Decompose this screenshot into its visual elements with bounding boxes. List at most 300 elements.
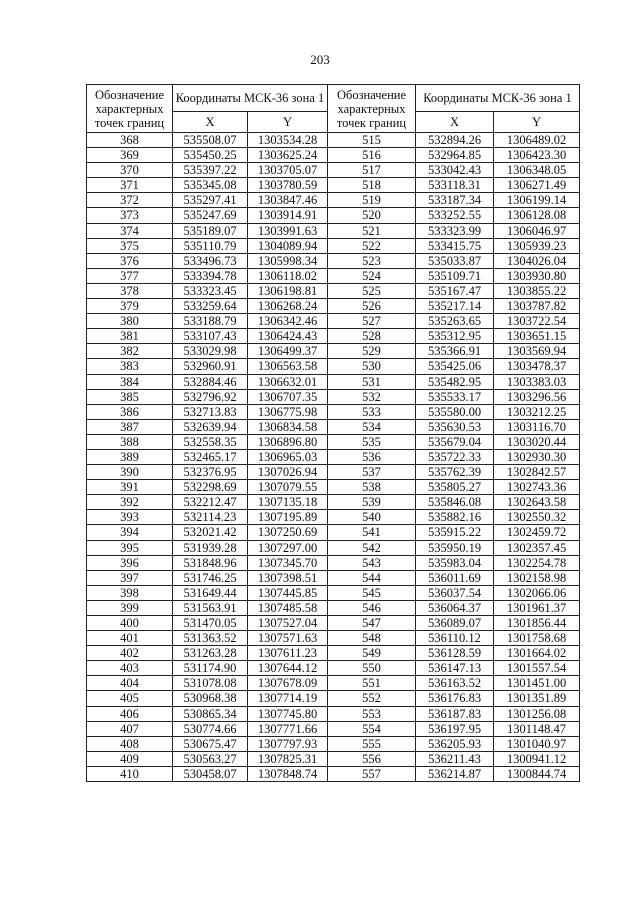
point-number-cell: 408 (87, 736, 173, 751)
point-number-cell: 369 (87, 148, 173, 163)
x-coordinate-cell: 536147.13 (416, 661, 494, 676)
x-coordinate-cell: 536187.83 (416, 706, 494, 721)
point-number-cell: 541 (328, 525, 416, 540)
y-coordinate-cell: 1300941.12 (494, 751, 580, 766)
point-number-cell: 396 (87, 555, 173, 570)
x-coordinate-cell: 530675.47 (173, 736, 248, 751)
point-number-cell: 544 (328, 570, 416, 585)
point-number-cell: 556 (328, 751, 416, 766)
point-number-cell: 370 (87, 163, 173, 178)
x-coordinate-cell: 531939.28 (173, 540, 248, 555)
y-coordinate-cell: 1306198.81 (248, 283, 328, 298)
y-coordinate-cell: 1307079.55 (248, 480, 328, 495)
x-coordinate-cell: 535950.19 (416, 540, 494, 555)
table-row (87, 238, 580, 253)
x-coordinate-cell: 532884.46 (173, 374, 248, 389)
y-coordinate-cell: 1307745.80 (248, 706, 328, 721)
x-coordinate-cell: 532376.95 (173, 465, 248, 480)
point-number-cell: 395 (87, 540, 173, 555)
table-row (87, 419, 580, 434)
x-coordinate-cell: 532713.83 (173, 404, 248, 419)
x-coordinate-cell: 535580.00 (416, 404, 494, 419)
y-coordinate-cell: 1303855.22 (494, 283, 580, 298)
point-number-cell: 538 (328, 480, 416, 495)
table-row (87, 525, 580, 540)
x-coordinate-cell: 535846.08 (416, 495, 494, 510)
y-coordinate-cell: 1302550.32 (494, 510, 580, 525)
point-number-cell: 521 (328, 223, 416, 238)
y-coordinate-cell: 1306834.58 (248, 419, 328, 434)
point-number-cell: 552 (328, 691, 416, 706)
point-number-cell: 368 (87, 133, 173, 148)
table-row (87, 766, 580, 781)
point-number-cell: 545 (328, 585, 416, 600)
x-coordinate-cell: 536163.52 (416, 676, 494, 691)
y-coordinate-cell: 1306775.98 (248, 404, 328, 419)
y-coordinate-cell: 1306118.02 (248, 268, 328, 283)
y-coordinate-cell: 1306199.14 (494, 193, 580, 208)
point-number-cell: 384 (87, 374, 173, 389)
y-coordinate-cell: 1306128.08 (494, 208, 580, 223)
y-coordinate-cell: 1303116.70 (494, 419, 580, 434)
x-coordinate-cell: 535263.65 (416, 314, 494, 329)
point-number-cell: 401 (87, 631, 173, 646)
coord-group-header-left: Координаты МСК-36 зона 1 (173, 85, 328, 112)
y-coordinate-cell: 1303020.44 (494, 434, 580, 449)
y-coordinate-cell: 1307026.94 (248, 465, 328, 480)
table-row (87, 434, 580, 449)
x-coordinate-cell: 531649.44 (173, 585, 248, 600)
table-row (87, 283, 580, 298)
point-number-cell: 406 (87, 706, 173, 721)
x-coordinate-cell: 536011.69 (416, 570, 494, 585)
x-coordinate-cell: 530968.38 (173, 691, 248, 706)
x-coordinate-cell: 533394.78 (173, 268, 248, 283)
x-coordinate-cell: 532465.17 (173, 449, 248, 464)
y-coordinate-cell: 1303569.94 (494, 344, 580, 359)
table-row (87, 751, 580, 766)
table-row (87, 389, 580, 404)
x-coordinate-cell: 533188.79 (173, 314, 248, 329)
y-coordinate-cell: 1303914.91 (248, 208, 328, 223)
x-coordinate-cell: 536211.43 (416, 751, 494, 766)
y-coordinate-cell: 1305939.23 (494, 238, 580, 253)
y-coordinate-cell: 1307771.66 (248, 721, 328, 736)
point-number-cell: 371 (87, 178, 173, 193)
x-coordinate-cell: 535397.22 (173, 163, 248, 178)
table-row (87, 661, 580, 676)
point-number-cell: 402 (87, 646, 173, 661)
point-number-cell: 397 (87, 570, 173, 585)
y-coordinate-cell: 1307644.12 (248, 661, 328, 676)
point-number-cell: 381 (87, 329, 173, 344)
point-number-cell: 551 (328, 676, 416, 691)
y-coordinate-cell: 1301351.89 (494, 691, 580, 706)
x-coordinate-cell: 533496.73 (173, 253, 248, 268)
x-coordinate-cell: 532639.94 (173, 419, 248, 434)
x-coordinate-cell: 535762.39 (416, 465, 494, 480)
x-coordinate-cell: 536176.83 (416, 691, 494, 706)
x-coordinate-cell: 532298.69 (173, 480, 248, 495)
point-number-cell: 542 (328, 540, 416, 555)
point-number-cell: 518 (328, 178, 416, 193)
point-number-cell: 389 (87, 449, 173, 464)
point-number-cell: 387 (87, 419, 173, 434)
table-row (87, 268, 580, 283)
coord-group-header-right: Координаты МСК-36 зона 1 (416, 85, 580, 112)
x-coordinate-cell: 532558.35 (173, 434, 248, 449)
x-coordinate-cell: 535508.07 (173, 133, 248, 148)
y-coordinate-cell: 1307678.09 (248, 676, 328, 691)
y-header-right: Y (494, 112, 580, 133)
point-number-cell: 400 (87, 616, 173, 631)
x-coordinate-cell: 532960.91 (173, 359, 248, 374)
y-coordinate-cell: 1301961.37 (494, 600, 580, 615)
table-row (87, 721, 580, 736)
point-label-header-left: Обозначение характерных точек границ (87, 85, 173, 133)
page-number: 203 (310, 52, 330, 67)
x-coordinate-cell: 533118.31 (416, 178, 494, 193)
point-number-cell: 523 (328, 253, 416, 268)
point-number-cell: 390 (87, 465, 173, 480)
y-coordinate-cell: 1304089.94 (248, 238, 328, 253)
y-coordinate-cell: 1307825.31 (248, 751, 328, 766)
x-coordinate-cell: 531174.90 (173, 661, 248, 676)
point-number-cell: 553 (328, 706, 416, 721)
x-coordinate-cell: 533029.98 (173, 344, 248, 359)
y-coordinate-cell: 1307195.89 (248, 510, 328, 525)
x-coordinate-cell: 530774.66 (173, 721, 248, 736)
table-row (87, 208, 580, 223)
x-coordinate-cell: 531470.05 (173, 616, 248, 631)
point-number-cell: 527 (328, 314, 416, 329)
x-coordinate-cell: 535630.53 (416, 419, 494, 434)
y-coordinate-cell: 1301664.02 (494, 646, 580, 661)
y-coordinate-cell: 1307135.18 (248, 495, 328, 510)
y-coordinate-cell: 1303705.07 (248, 163, 328, 178)
y-coordinate-cell: 1303787.82 (494, 299, 580, 314)
point-number-cell: 379 (87, 299, 173, 314)
point-number-cell: 526 (328, 299, 416, 314)
y-coordinate-cell: 1303212.25 (494, 404, 580, 419)
y-coordinate-cell: 1306348.05 (494, 163, 580, 178)
x-coordinate-cell: 535450.25 (173, 148, 248, 163)
point-number-cell: 529 (328, 344, 416, 359)
x-coordinate-cell: 533252.55 (416, 208, 494, 223)
point-number-cell: 378 (87, 283, 173, 298)
table-row (87, 314, 580, 329)
x-coordinate-cell: 530458.07 (173, 766, 248, 781)
x-coordinate-cell: 536064.37 (416, 600, 494, 615)
x-coordinate-cell: 531563.91 (173, 600, 248, 615)
point-number-cell: 382 (87, 344, 173, 359)
x-coordinate-cell: 536089.07 (416, 616, 494, 631)
x-coordinate-cell: 535217.14 (416, 299, 494, 314)
table-row (87, 299, 580, 314)
table-row (87, 676, 580, 691)
y-coordinate-cell: 1303383.03 (494, 374, 580, 389)
y-coordinate-cell: 1307345.70 (248, 555, 328, 570)
x-coordinate-cell: 535533.17 (416, 389, 494, 404)
x-coordinate-cell: 535189.07 (173, 223, 248, 238)
table-row (87, 616, 580, 631)
x-coordinate-cell: 533187.34 (416, 193, 494, 208)
point-number-cell: 375 (87, 238, 173, 253)
y-coordinate-cell: 1303296.56 (494, 389, 580, 404)
table-row (87, 465, 580, 480)
table-row (87, 133, 580, 148)
y-coordinate-cell: 1306489.02 (494, 133, 580, 148)
point-number-cell: 549 (328, 646, 416, 661)
y-coordinate-cell: 1301451.00 (494, 676, 580, 691)
point-number-cell: 554 (328, 721, 416, 736)
y-coordinate-cell: 1306423.30 (494, 148, 580, 163)
y-coordinate-cell: 1302459.72 (494, 525, 580, 540)
point-number-cell: 403 (87, 661, 173, 676)
x-coordinate-cell: 535033.87 (416, 253, 494, 268)
y-coordinate-cell: 1302158.98 (494, 570, 580, 585)
x-coordinate-cell: 535366.91 (416, 344, 494, 359)
y-coordinate-cell: 1307714.19 (248, 691, 328, 706)
point-number-cell: 550 (328, 661, 416, 676)
y-coordinate-cell: 1307485.58 (248, 600, 328, 615)
point-number-cell: 516 (328, 148, 416, 163)
y-coordinate-cell: 1306271.49 (494, 178, 580, 193)
x-coordinate-cell: 531078.08 (173, 676, 248, 691)
point-number-cell: 524 (328, 268, 416, 283)
point-number-cell: 398 (87, 585, 173, 600)
point-number-cell: 530 (328, 359, 416, 374)
x-coordinate-cell: 535915.22 (416, 525, 494, 540)
x-coordinate-cell: 530865.34 (173, 706, 248, 721)
y-coordinate-cell: 1307571.63 (248, 631, 328, 646)
point-number-cell: 383 (87, 359, 173, 374)
y-coordinate-cell: 1305998.34 (248, 253, 328, 268)
y-coordinate-cell: 1306563.58 (248, 359, 328, 374)
point-number-cell: 543 (328, 555, 416, 570)
y-coordinate-cell: 1306268.24 (248, 299, 328, 314)
y-coordinate-cell: 1306499.37 (248, 344, 328, 359)
x-coordinate-cell: 535167.47 (416, 283, 494, 298)
point-number-cell: 534 (328, 419, 416, 434)
point-number-cell: 547 (328, 616, 416, 631)
table-row (87, 631, 580, 646)
point-number-cell: 410 (87, 766, 173, 781)
y-coordinate-cell: 1302743.36 (494, 480, 580, 495)
table-row (87, 555, 580, 570)
point-number-cell: 522 (328, 238, 416, 253)
y-coordinate-cell: 1306424.43 (248, 329, 328, 344)
table-row (87, 736, 580, 751)
x-coordinate-cell: 535983.04 (416, 555, 494, 570)
y-coordinate-cell: 1302842.57 (494, 465, 580, 480)
point-number-cell: 536 (328, 449, 416, 464)
point-number-cell: 380 (87, 314, 173, 329)
table-row (87, 193, 580, 208)
y-coordinate-cell: 1303651.15 (494, 329, 580, 344)
x-coordinate-cell: 533259.64 (173, 299, 248, 314)
point-number-cell: 555 (328, 736, 416, 751)
y-coordinate-cell: 1307250.69 (248, 525, 328, 540)
table-row (87, 344, 580, 359)
x-coordinate-cell: 536110.12 (416, 631, 494, 646)
y-coordinate-cell: 1307848.74 (248, 766, 328, 781)
point-number-cell: 376 (87, 253, 173, 268)
y-coordinate-cell: 1303478.37 (494, 359, 580, 374)
x-coordinate-cell: 535312.95 (416, 329, 494, 344)
y-coordinate-cell: 1307398.51 (248, 570, 328, 585)
point-number-cell: 407 (87, 721, 173, 736)
point-number-cell: 540 (328, 510, 416, 525)
table-row (87, 148, 580, 163)
point-number-cell: 528 (328, 329, 416, 344)
point-number-cell: 535 (328, 434, 416, 449)
table-row (87, 570, 580, 585)
point-number-cell: 531 (328, 374, 416, 389)
x-coordinate-cell: 535247.69 (173, 208, 248, 223)
y-coordinate-cell: 1304026.04 (494, 253, 580, 268)
table-row (87, 449, 580, 464)
point-number-cell: 372 (87, 193, 173, 208)
y-coordinate-cell: 1303625.24 (248, 148, 328, 163)
table-row (87, 585, 580, 600)
x-coordinate-cell: 532796.92 (173, 389, 248, 404)
y-coordinate-cell: 1307797.93 (248, 736, 328, 751)
x-coordinate-cell: 535722.33 (416, 449, 494, 464)
x-coordinate-cell: 536128.59 (416, 646, 494, 661)
x-coordinate-cell: 536205.93 (416, 736, 494, 751)
y-coordinate-cell: 1301040.97 (494, 736, 580, 751)
y-coordinate-cell: 1307527.04 (248, 616, 328, 631)
y-header-left: Y (248, 112, 328, 133)
point-number-cell: 392 (87, 495, 173, 510)
x-coordinate-cell: 535345.08 (173, 178, 248, 193)
point-number-cell: 404 (87, 676, 173, 691)
point-number-cell: 532 (328, 389, 416, 404)
y-coordinate-cell: 1306707.35 (248, 389, 328, 404)
point-number-cell: 525 (328, 283, 416, 298)
x-coordinate-cell: 535805.27 (416, 480, 494, 495)
x-coordinate-cell: 532212.47 (173, 495, 248, 510)
x-coordinate-cell: 536037.54 (416, 585, 494, 600)
point-number-cell: 388 (87, 434, 173, 449)
point-number-cell: 374 (87, 223, 173, 238)
y-coordinate-cell: 1306046.97 (494, 223, 580, 238)
x-coordinate-cell: 533323.99 (416, 223, 494, 238)
y-coordinate-cell: 1303991.63 (248, 223, 328, 238)
point-number-cell: 394 (87, 525, 173, 540)
x-coordinate-cell: 531848.96 (173, 555, 248, 570)
point-number-cell: 386 (87, 404, 173, 419)
y-coordinate-cell: 1302930.30 (494, 449, 580, 464)
table-row (87, 495, 580, 510)
point-number-cell: 409 (87, 751, 173, 766)
x-coordinate-cell: 535425.06 (416, 359, 494, 374)
point-number-cell: 377 (87, 268, 173, 283)
y-coordinate-cell: 1306632.01 (248, 374, 328, 389)
y-coordinate-cell: 1303780.59 (248, 178, 328, 193)
y-coordinate-cell: 1302066.06 (494, 585, 580, 600)
y-coordinate-cell: 1301856.44 (494, 616, 580, 631)
y-coordinate-cell: 1302357.45 (494, 540, 580, 555)
point-number-cell: 546 (328, 600, 416, 615)
point-number-cell: 519 (328, 193, 416, 208)
y-coordinate-cell: 1301557.54 (494, 661, 580, 676)
table-row (87, 404, 580, 419)
x-coordinate-cell: 535110.79 (173, 238, 248, 253)
x-header-right: X (416, 112, 494, 133)
y-coordinate-cell: 1302254.78 (494, 555, 580, 570)
x-coordinate-cell: 533323.45 (173, 283, 248, 298)
point-number-cell: 548 (328, 631, 416, 646)
table-row (87, 253, 580, 268)
x-coordinate-cell: 532114.23 (173, 510, 248, 525)
x-coordinate-cell: 532894.26 (416, 133, 494, 148)
point-number-cell: 385 (87, 389, 173, 404)
point-number-cell: 515 (328, 133, 416, 148)
x-coordinate-cell: 532021.42 (173, 525, 248, 540)
y-coordinate-cell: 1301758.68 (494, 631, 580, 646)
x-coordinate-cell: 530563.27 (173, 751, 248, 766)
table-row (87, 178, 580, 193)
x-coordinate-cell: 533042.43 (416, 163, 494, 178)
y-coordinate-cell: 1300844.74 (494, 766, 580, 781)
table-row (87, 600, 580, 615)
x-coordinate-cell: 531263.28 (173, 646, 248, 661)
table-body (87, 133, 580, 782)
x-header-left: X (173, 112, 248, 133)
table-row (87, 540, 580, 555)
y-coordinate-cell: 1303930.80 (494, 268, 580, 283)
table-row (87, 510, 580, 525)
y-coordinate-cell: 1301256.08 (494, 706, 580, 721)
y-coordinate-cell: 1303722.54 (494, 314, 580, 329)
x-coordinate-cell: 536197.95 (416, 721, 494, 736)
y-coordinate-cell: 1303847.46 (248, 193, 328, 208)
x-coordinate-cell: 533107.43 (173, 329, 248, 344)
point-number-cell: 557 (328, 766, 416, 781)
y-coordinate-cell: 1306342.46 (248, 314, 328, 329)
table-row (87, 359, 580, 374)
y-coordinate-cell: 1307611.23 (248, 646, 328, 661)
x-coordinate-cell: 532964.85 (416, 148, 494, 163)
table-row (87, 480, 580, 495)
point-number-cell: 373 (87, 208, 173, 223)
table-row (87, 374, 580, 389)
point-number-cell: 517 (328, 163, 416, 178)
point-number-cell: 393 (87, 510, 173, 525)
x-coordinate-cell: 535882.16 (416, 510, 494, 525)
y-coordinate-cell: 1306965.03 (248, 449, 328, 464)
table-row (87, 223, 580, 238)
coordinates-table (86, 84, 580, 782)
x-coordinate-cell: 531746.25 (173, 570, 248, 585)
point-number-cell: 405 (87, 691, 173, 706)
x-coordinate-cell: 533415.75 (416, 238, 494, 253)
x-coordinate-cell: 535109.71 (416, 268, 494, 283)
table-row (87, 163, 580, 178)
x-coordinate-cell: 535679.04 (416, 434, 494, 449)
point-number-cell: 537 (328, 465, 416, 480)
y-coordinate-cell: 1301148.47 (494, 721, 580, 736)
y-coordinate-cell: 1307445.85 (248, 585, 328, 600)
y-coordinate-cell: 1306896.80 (248, 434, 328, 449)
x-coordinate-cell: 531363.52 (173, 631, 248, 646)
y-coordinate-cell: 1303534.28 (248, 133, 328, 148)
point-number-cell: 533 (328, 404, 416, 419)
point-number-cell: 399 (87, 600, 173, 615)
table-row (87, 691, 580, 706)
